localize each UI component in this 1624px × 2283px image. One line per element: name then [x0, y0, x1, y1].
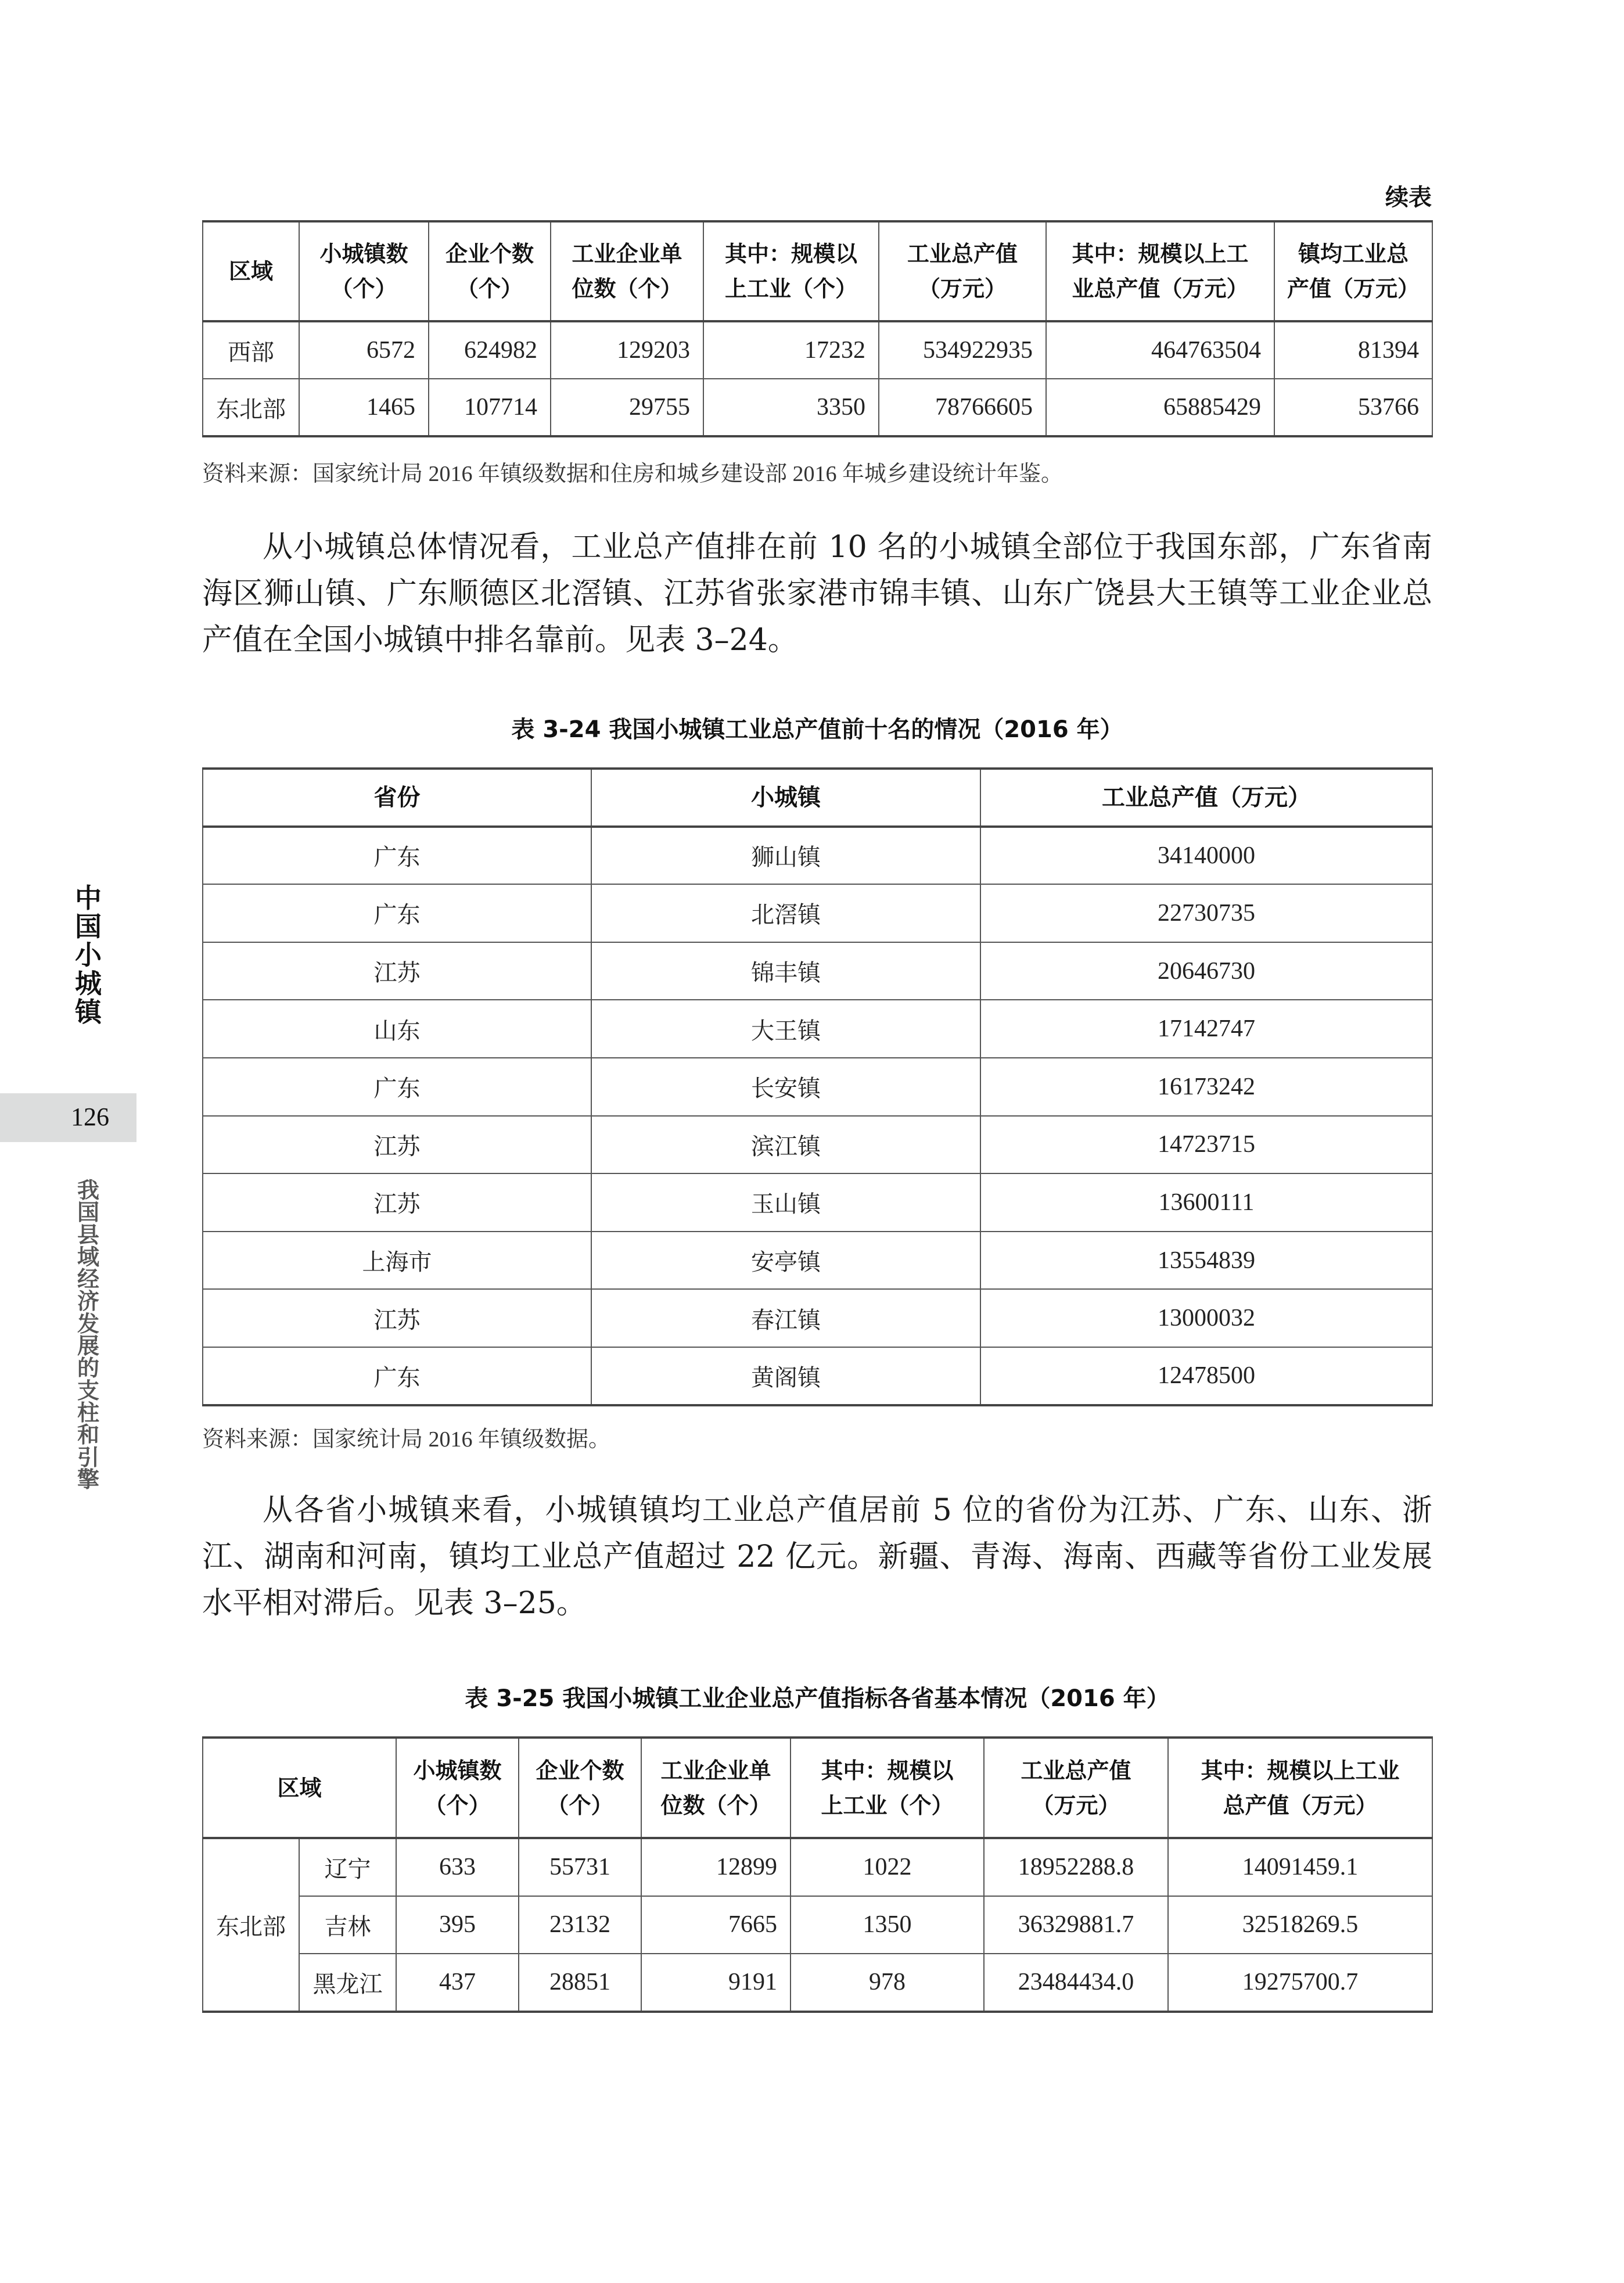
table-row — [203, 942, 1432, 1000]
column-header: 工业企业单 位数（个） — [551, 221, 703, 321]
table-header-row — [203, 221, 1432, 321]
table-row — [203, 1896, 1432, 1954]
continued-table — [202, 220, 1433, 437]
chapter-title-char: 的 — [77, 1355, 99, 1381]
province-cell: 吉林 — [299, 1896, 396, 1954]
value-cell: 16173242 — [980, 1058, 1432, 1116]
table-cell: 1465 — [299, 379, 429, 436]
table-cell: 1350 — [791, 1896, 984, 1954]
chapter-title-char: 柱 — [77, 1399, 99, 1426]
town-cell: 长安镇 — [591, 1058, 980, 1116]
province-cell: 江苏 — [203, 1289, 591, 1347]
region-cell: 东北部 — [203, 1838, 299, 2012]
chapter-title-char: 济 — [77, 1288, 99, 1315]
table-cell: 395 — [396, 1896, 519, 1954]
table-cell: 6572 — [299, 321, 429, 379]
table-cell: 53766 — [1274, 379, 1432, 436]
table-cell: 978 — [791, 1954, 984, 2012]
table-cell: 28851 — [519, 1954, 641, 2012]
table-caption: 表 3-25 我国小城镇工业企业总产值指标各省基本情况（2016 年） — [465, 1685, 1170, 1712]
value-cell: 12478500 — [980, 1347, 1432, 1405]
town-cell: 北滘镇 — [591, 884, 980, 942]
table-cell: 23484434.0 — [984, 1954, 1168, 2012]
table-row — [203, 884, 1432, 942]
table-cell: 19275700.7 — [1168, 1954, 1432, 2012]
province-cell: 江苏 — [203, 1173, 591, 1232]
column-header: 小城镇 — [591, 769, 980, 827]
table-cell: 3350 — [703, 379, 879, 436]
body-paragraph: 从小城镇总体情况看，工业总产值排在前 10 名的小城镇全部位于我国东部，广东省南海区狮山镇、广东顺德区北滘镇、江苏省张家港市锦丰镇、山东广饶县大王镇等工业企业总产值在全国小城镇中排名靠前。见表 3–24。 — [202, 530, 1432, 658]
table-header-row — [203, 1738, 1432, 1838]
column-header: 工业企业单 位数（个） — [641, 1738, 791, 1838]
province-cell: 广东 — [203, 827, 591, 885]
column-header: 其中：规模以上工业 总产值（万元） — [1168, 1738, 1432, 1838]
book-title-char: 小 — [75, 939, 102, 971]
page-number: 126 — [71, 1103, 109, 1131]
town-cell: 安亭镇 — [591, 1232, 980, 1290]
province-cell: 广东 — [203, 884, 591, 942]
table-cell: 18952288.8 — [984, 1838, 1168, 1896]
column-header: 镇均工业总 产值（万元） — [1274, 221, 1432, 321]
table-row — [203, 1173, 1432, 1232]
chapter-title-char: 支 — [77, 1377, 99, 1403]
value-cell: 13554839 — [980, 1232, 1432, 1290]
value-cell: 13600111 — [980, 1173, 1432, 1232]
table-row — [203, 1838, 1432, 1896]
table-cell: 437 — [396, 1954, 519, 2012]
table-row — [203, 827, 1432, 885]
table-caption: 表 3-24 我国小城镇工业总产值前十名的情况（2016 年） — [511, 716, 1123, 743]
province-cell: 上海市 — [203, 1232, 591, 1290]
table-row — [203, 321, 1432, 379]
body-paragraph: 从各省小城镇来看，小城镇镇均工业总产值居前 5 位的省份为江苏、广东、山东、浙江、湖南和河南，镇均工业总产值超过 22 亿元。新疆、青海、海南、西藏等省份工业发展水平相对滞后。见表 3–25。 — [202, 1493, 1432, 1621]
town-cell: 春江镇 — [591, 1289, 980, 1347]
column-header: 工业总产值 （万元） — [984, 1738, 1168, 1838]
table-cell: 1022 — [791, 1838, 984, 1896]
chapter-title-char: 展 — [77, 1333, 99, 1359]
chapter-title-char: 和 — [77, 1422, 99, 1448]
table-cell: 12899 — [641, 1838, 791, 1896]
table-cell: 633 — [396, 1838, 519, 1896]
table-cell: 17232 — [703, 321, 879, 379]
column-header: 企业个数 （个） — [429, 221, 551, 321]
province-cell: 江苏 — [203, 942, 591, 1000]
table-row — [203, 379, 1432, 436]
table-source-note: 资料来源：国家统计局 2016 年镇级数据和住房和城乡建设部 2016 年城乡建设统计年鉴。 — [202, 462, 1063, 486]
column-header: 其中：规模以 上工业（个） — [791, 1738, 984, 1838]
town-cell: 黄阁镇 — [591, 1347, 980, 1405]
town-cell: 狮山镇 — [591, 827, 980, 885]
table-cell: 9191 — [641, 1954, 791, 2012]
value-cell: 13000032 — [980, 1289, 1432, 1347]
value-cell: 20646730 — [980, 942, 1432, 1000]
table-cell: 129203 — [551, 321, 703, 379]
town-cell: 玉山镇 — [591, 1173, 980, 1232]
chapter-title-char: 经 — [77, 1266, 99, 1293]
province-cell: 广东 — [203, 1058, 591, 1116]
chapter-title-char: 发 — [77, 1311, 99, 1337]
chapter-title-char: 域 — [77, 1244, 99, 1270]
province-cell: 江苏 — [203, 1116, 591, 1174]
table-header-row — [203, 769, 1432, 827]
table-cell: 55731 — [519, 1838, 641, 1896]
column-header: 省份 — [203, 769, 591, 827]
column-header: 区域 — [203, 1738, 396, 1838]
table-row — [203, 1116, 1432, 1174]
province-cell: 辽宁 — [299, 1838, 396, 1896]
book-title-char: 国 — [75, 911, 102, 942]
continued-table-label: 续表 — [1385, 184, 1432, 211]
value-cell: 34140000 — [980, 827, 1432, 885]
chapter-title-char: 我 — [77, 1178, 99, 1203]
table-row — [203, 1954, 1432, 2012]
column-header: 企业个数 （个） — [519, 1738, 641, 1838]
column-header: 小城镇数 （个） — [299, 221, 429, 321]
chapter-title-vertical — [74, 1179, 102, 1491]
region-cell: 西部 — [203, 321, 299, 379]
province-cell: 广东 — [203, 1347, 591, 1405]
book-title-char: 城 — [75, 968, 102, 999]
book-title-char: 中 — [75, 882, 102, 914]
chapter-title-char: 引 — [77, 1444, 99, 1470]
town-cell: 大王镇 — [591, 1000, 980, 1058]
value-cell: 17142747 — [980, 1000, 1432, 1058]
table-row — [203, 1000, 1432, 1058]
column-header: 区域 — [203, 221, 299, 321]
table-cell: 36329881.7 — [984, 1896, 1168, 1954]
table-cell: 32518269.5 — [1168, 1896, 1432, 1954]
region-cell: 东北部 — [203, 379, 299, 436]
town-cell: 滨江镇 — [591, 1116, 980, 1174]
table-cell: 29755 — [551, 379, 703, 436]
table-cell: 624982 — [429, 321, 551, 379]
table-source-note: 资料来源：国家统计局 2016 年镇级数据。 — [202, 1427, 611, 1452]
table-row — [203, 1347, 1432, 1405]
table-cell: 78766605 — [879, 379, 1046, 436]
column-header: 小城镇数 （个） — [396, 1738, 519, 1838]
column-header: 其中：规模以上工 业总产值（万元） — [1046, 221, 1274, 321]
province-cell: 黑龙江 — [299, 1954, 396, 2012]
table-row — [203, 1232, 1432, 1290]
column-header: 其中：规模以 上工业（个） — [703, 221, 879, 321]
value-cell: 22730735 — [980, 884, 1432, 942]
table-cell: 14091459.1 — [1168, 1838, 1432, 1896]
table-cell: 23132 — [519, 1896, 641, 1954]
value-cell: 14723715 — [980, 1116, 1432, 1174]
table-row — [203, 1058, 1432, 1116]
chapter-title-char: 国 — [77, 1200, 99, 1226]
table-3-25 — [202, 1736, 1433, 2013]
column-header: 工业总产值 （万元） — [879, 221, 1046, 321]
table-cell: 65885429 — [1046, 379, 1274, 436]
table-row — [203, 1289, 1432, 1347]
table-cell: 81394 — [1274, 321, 1432, 379]
table-cell: 464763504 — [1046, 321, 1274, 379]
book-title-char: 镇 — [75, 996, 102, 1028]
chapter-title-char: 擎 — [77, 1466, 99, 1492]
table-cell: 7665 — [641, 1896, 791, 1954]
column-header: 工业总产值（万元） — [980, 769, 1432, 827]
table-3-24 — [202, 767, 1433, 1406]
table-cell: 534922935 — [879, 321, 1046, 379]
table-cell: 107714 — [429, 379, 551, 436]
chapter-title-char: 县 — [77, 1222, 99, 1248]
book-title-vertical — [74, 884, 102, 1026]
town-cell: 锦丰镇 — [591, 942, 980, 1000]
province-cell: 山东 — [203, 1000, 591, 1058]
